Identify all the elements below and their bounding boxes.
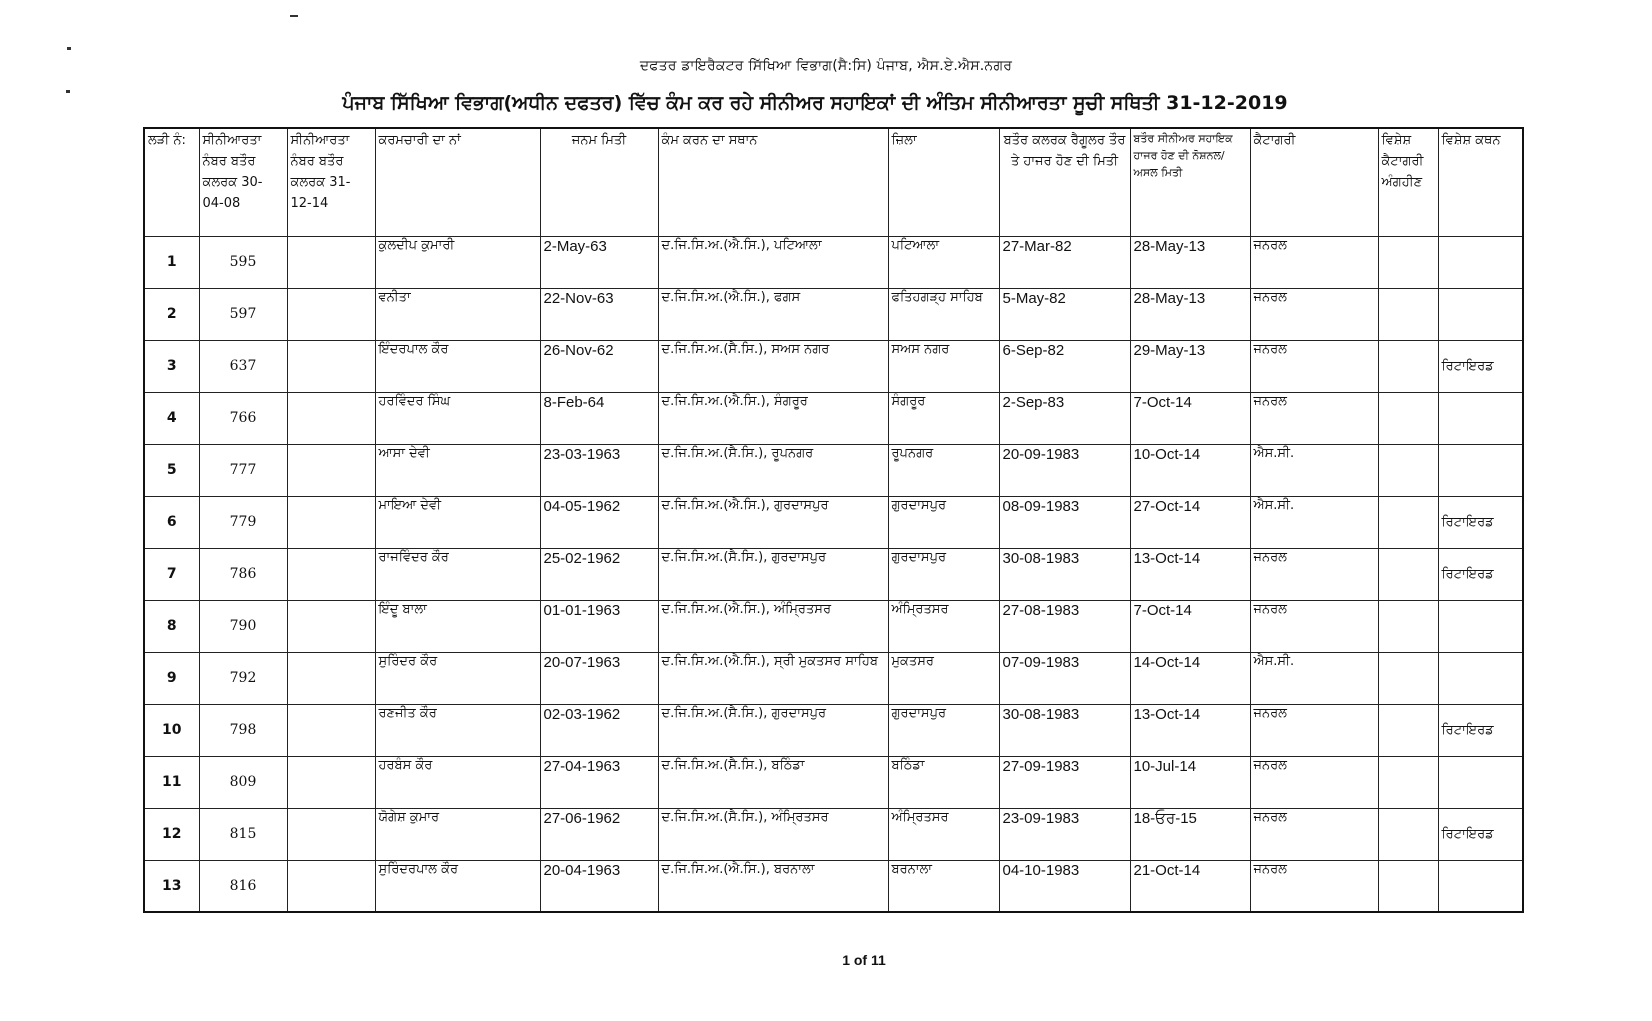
workplace-cell: ਦ.ਜਿ.ਸਿ.ਅ.(ਐ.ਸਿ.), ਸੰਗਰੂਰ: [658, 392, 888, 444]
category-cell: ਜਨਰਲ: [1250, 756, 1378, 808]
special-category-cell: [1378, 392, 1438, 444]
seniority-2014-cell: [287, 236, 375, 288]
special-category-cell: [1378, 288, 1438, 340]
category-cell: ਜਨਰਲ: [1250, 340, 1378, 392]
serial-number-cell: 11: [144, 756, 199, 808]
category-cell: ਜਨਰਲ: [1250, 704, 1378, 756]
category-cell: ਜਨਰਲ: [1250, 288, 1378, 340]
district-cell: ਫਤਿਹਗੜ੍ਹ ਸਾਹਿਬ: [888, 288, 999, 340]
employee-name-cell: ਆਸਾ ਦੇਵੀ: [375, 444, 540, 496]
category-cell: ਐਸ.ਸੀ.: [1250, 652, 1378, 704]
table-row: [144, 236, 1523, 288]
senior-assistant-joining-date-cell: 29-May-13: [1130, 340, 1250, 392]
district-cell: ਰੂਪਨਗਰ: [888, 444, 999, 496]
remarks-cell: ਰਿਟਾਇਰਡ: [1438, 704, 1523, 756]
seniority-2008-cell: 777: [199, 444, 287, 496]
remarks-cell: ਰਿਟਾਇਰਡ: [1438, 808, 1523, 860]
birth-date-cell: 26-Nov-62: [540, 340, 658, 392]
district-cell: ਮੁਕਤਸਰ: [888, 652, 999, 704]
senior-assistant-joining-date-cell: 27-Oct-14: [1130, 496, 1250, 548]
employee-name-cell: ਹਰਬੰਸ ਕੌਰ: [375, 756, 540, 808]
senior-assistant-joining-date-cell: 13-Oct-14: [1130, 548, 1250, 600]
workplace-cell: ਦ.ਜਿ.ਸਿ.ਅ.(ਐ.ਸਿ.), ਫਗਸ: [658, 288, 888, 340]
table-row: [144, 860, 1523, 912]
senior-assistant-joining-date-cell: 10-Oct-14: [1130, 444, 1250, 496]
clerk-joining-date-cell: 04-10-1983: [999, 860, 1130, 912]
birth-date-cell: 25-02-1962: [540, 548, 658, 600]
clerk-joining-date-cell: 27-08-1983: [999, 600, 1130, 652]
birth-date-cell: 2-May-63: [540, 236, 658, 288]
special-category-cell: [1378, 340, 1438, 392]
table-row: [144, 392, 1523, 444]
column-header: ਕੈਟਾਗਰੀ: [1250, 128, 1378, 236]
clerk-joining-date-cell: 23-09-1983: [999, 808, 1130, 860]
senior-assistant-joining-date-cell: 13-Oct-14: [1130, 704, 1250, 756]
office-heading: ਦਫਤਰ ਡਾਇਰੈਕਟਰ ਸਿੱਖਿਆ ਵਿਭਾਗ(ਸੈ:ਸਿ) ਪੰਜਾਬ, ਐਸ.ਏ.ਐਸ.ਨਗਰ: [639, 58, 1013, 74]
category-cell: ਜਨਰਲ: [1250, 392, 1378, 444]
district-cell: ਬਠਿੰਡਾ: [888, 756, 999, 808]
column-header: ਕੰਮ ਕਰਨ ਦਾ ਸਥਾਨ: [658, 128, 888, 236]
seniority-2014-cell: [287, 548, 375, 600]
special-category-cell: [1378, 808, 1438, 860]
seniority-2014-cell: [287, 392, 375, 444]
senior-assistant-joining-date-cell: 7-Oct-14: [1130, 600, 1250, 652]
remarks-cell: [1438, 288, 1523, 340]
serial-number-cell: 6: [144, 496, 199, 548]
employee-name-cell: ਸੁਰਿੰਦਰ ਕੌਰ: [375, 652, 540, 704]
table-row: [144, 600, 1523, 652]
district-cell: ਅੰਮ੍ਰਿਤਸਰ: [888, 600, 999, 652]
table-row: [144, 496, 1523, 548]
employee-name-cell: ਕੁਲਦੀਪ ਕੁਮਾਰੀ: [375, 236, 540, 288]
seniority-2014-cell: [287, 600, 375, 652]
clerk-joining-date-cell: 2-Sep-83: [999, 392, 1130, 444]
birth-date-cell: 22-Nov-63: [540, 288, 658, 340]
serial-number-cell: 10: [144, 704, 199, 756]
special-category-cell: [1378, 548, 1438, 600]
workplace-cell: ਦ.ਜਿ.ਸਿ.ਅ.(ਐ.ਸਿ.), ਅੰਮ੍ਰਿਤਸਰ: [658, 600, 888, 652]
seniority-2014-cell: [287, 756, 375, 808]
category-cell: ਐਸ.ਸੀ.: [1250, 496, 1378, 548]
document-title: ਪੰਜਾਬ ਸਿੱਖਿਆ ਵਿਭਾਗ(ਅਧੀਨ ਦਫਤਰ) ਵਿੱਚ ਕੰਮ ਕਰ ਰਹੇ ਸੀਨੀਅਰ ਸਹਾਇਕਾਂ ਦੀ ਅੰਤਿਮ ਸੀਨੀਆਰਤਾ ਸੂਚੀ ਸਥਿਤੀ 31-12-2019: [342, 92, 1288, 114]
workplace-cell: ਦ.ਜਿ.ਸਿ.ਅ.(ਸੈ.ਸਿ.), ਬਠਿੰਡਾ: [658, 756, 888, 808]
table-row: [144, 288, 1523, 340]
workplace-cell: ਦ.ਜਿ.ਸਿ.ਅ.(ਸੈ.ਸਿ.), ਰੂਪਨਗਰ: [658, 444, 888, 496]
district-cell: ਗੁਰਦਾਸਪੁਰ: [888, 496, 999, 548]
special-category-cell: [1378, 756, 1438, 808]
table-row: [144, 756, 1523, 808]
birth-date-cell: 20-07-1963: [540, 652, 658, 704]
special-category-cell: [1378, 860, 1438, 912]
employee-name-cell: ਇੰਦਰਪਾਲ ਕੌਰ: [375, 340, 540, 392]
seniority-2008-cell: 786: [199, 548, 287, 600]
district-cell: ਗੁਰਦਾਸਪੁਰ: [888, 704, 999, 756]
employee-name-cell: ਯੋਗੇਸ਼ ਕੁਮਾਰ: [375, 808, 540, 860]
column-header: ਕਰਮਚਾਰੀ ਦਾ ਨਾਂ: [375, 128, 540, 236]
remarks-cell: ਰਿਟਾਇਰਡ: [1438, 548, 1523, 600]
senior-assistant-joining-date-cell: 18-ਓਰ-15: [1130, 808, 1250, 860]
table-row: [144, 808, 1523, 860]
workplace-cell: ਦ.ਜਿ.ਸਿ.ਅ.(ਐ.ਸਿ.), ਸ੍ਰੀ ਮੁਕਤਸਰ ਸਾਹਿਬ: [658, 652, 888, 704]
seniority-2008-cell: 816: [199, 860, 287, 912]
seniority-2008-cell: 637: [199, 340, 287, 392]
birth-date-cell: 02-03-1962: [540, 704, 658, 756]
seniority-2008-cell: 792: [199, 652, 287, 704]
serial-number-cell: 9: [144, 652, 199, 704]
column-header: ਬਤੌਰ ਸੀਨੀਅਰ ਸਹਾਇਕ ਹਾਜਰ ਹੋਣ ਦੀ ਨੋਸ਼ਨਲ/ਅਸਲ ਮਿਤੀ: [1130, 128, 1250, 236]
district-cell: ਅੰਮ੍ਰਿਤਸਰ: [888, 808, 999, 860]
serial-number-cell: 12: [144, 808, 199, 860]
remarks-cell: [1438, 392, 1523, 444]
workplace-cell: ਦ.ਜਿ.ਸਿ.ਅ.(ਐ.ਸਿ.), ਬਰਨਾਲਾ: [658, 860, 888, 912]
district-cell: ਗੁਰਦਾਸਪੁਰ: [888, 548, 999, 600]
senior-assistant-joining-date-cell: 28-May-13: [1130, 288, 1250, 340]
employee-name-cell: ਸੁਰਿੰਦਰਪਾਲ ਕੌਰ: [375, 860, 540, 912]
page-number: 1 of 11: [842, 952, 886, 968]
employee-name-cell: ਰਾਜਵਿੰਦਰ ਕੌਰ: [375, 548, 540, 600]
special-category-cell: [1378, 704, 1438, 756]
special-category-cell: [1378, 496, 1438, 548]
seniority-2014-cell: [287, 288, 375, 340]
seniority-2008-cell: 779: [199, 496, 287, 548]
clerk-joining-date-cell: 20-09-1983: [999, 444, 1130, 496]
workplace-cell: ਦ.ਜਿ.ਸਿ.ਅ.(ਸੈ.ਸਿ.), ਗੁਰਦਾਸਪੁਰ: [658, 548, 888, 600]
employee-name-cell: ਹਰਵਿੰਦਰ ਸਿੰਘ: [375, 392, 540, 444]
clerk-joining-date-cell: 5-May-82: [999, 288, 1130, 340]
seniority-2014-cell: [287, 652, 375, 704]
table-header-row: [144, 128, 1523, 236]
column-header: ਜਨਮ ਮਿਤੀ: [540, 128, 658, 236]
seniority-2014-cell: [287, 444, 375, 496]
employee-name-cell: ਰਣਜੀਤ ਕੌਰ: [375, 704, 540, 756]
employee-name-cell: ਵਨੀਤਾ: [375, 288, 540, 340]
clerk-joining-date-cell: 30-08-1983: [999, 704, 1130, 756]
column-header: ਸੀਨੀਆਰਤਾ ਨੰਬਰ ਬਤੌਰ ਕਲਰਕ 30-04-08: [199, 128, 287, 236]
category-cell: ਐਸ.ਸੀ.: [1250, 444, 1378, 496]
seniority-2008-cell: 790: [199, 600, 287, 652]
column-header: ਵਿਸ਼ੇਸ਼ ਕਥਨ: [1438, 128, 1523, 236]
workplace-cell: ਦ.ਜਿ.ਸਿ.ਅ.(ਐ.ਸਿ.), ਗੁਰਦਾਸਪੁਰ: [658, 496, 888, 548]
workplace-cell: ਦ.ਜਿ.ਸਿ.ਅ.(ਐ.ਸਿ.), ਪਟਿਆਲਾ: [658, 236, 888, 288]
seniority-2014-cell: [287, 340, 375, 392]
district-cell: ਬਰਨਾਲਾ: [888, 860, 999, 912]
column-header: ਸੀਨੀਆਰਤਾ ਨੰਬਰ ਬਤੌਰ ਕਲਰਕ 31-12-14: [287, 128, 375, 236]
table-row: [144, 704, 1523, 756]
special-category-cell: [1378, 652, 1438, 704]
birth-date-cell: 23-03-1963: [540, 444, 658, 496]
seniority-2008-cell: 766: [199, 392, 287, 444]
workplace-cell: ਦ.ਜਿ.ਸਿ.ਅ.(ਸੈ.ਸਿ.), ਗੁਰਦਾਸਪੁਰ: [658, 704, 888, 756]
serial-number-cell: 3: [144, 340, 199, 392]
category-cell: ਜਨਰਲ: [1250, 860, 1378, 912]
seniority-table: [143, 127, 1524, 913]
serial-number-cell: 4: [144, 392, 199, 444]
clerk-joining-date-cell: 6-Sep-82: [999, 340, 1130, 392]
column-header: ਜ਼ਿਲਾ: [888, 128, 999, 236]
birth-date-cell: 8-Feb-64: [540, 392, 658, 444]
category-cell: ਜਨਰਲ: [1250, 548, 1378, 600]
scan-speck: [66, 90, 70, 93]
column-header: ਵਿਸ਼ੇਸ਼ ਕੈਟਾਗਰੀ ਅੰਗਹੀਣ: [1378, 128, 1438, 236]
district-cell: ਸਅਸ ਨਗਰ: [888, 340, 999, 392]
remarks-cell: [1438, 600, 1523, 652]
senior-assistant-joining-date-cell: 10-Jul-14: [1130, 756, 1250, 808]
district-cell: ਸੰਗਰੂਰ: [888, 392, 999, 444]
scan-speck: [67, 47, 71, 50]
special-category-cell: [1378, 236, 1438, 288]
remarks-cell: ਰਿਟਾਇਰਡ: [1438, 496, 1523, 548]
birth-date-cell: 20-04-1963: [540, 860, 658, 912]
serial-number-cell: 2: [144, 288, 199, 340]
category-cell: ਜਨਰਲ: [1250, 808, 1378, 860]
clerk-joining-date-cell: 08-09-1983: [999, 496, 1130, 548]
clerk-joining-date-cell: 27-09-1983: [999, 756, 1130, 808]
senior-assistant-joining-date-cell: 14-Oct-14: [1130, 652, 1250, 704]
seniority-2008-cell: 798: [199, 704, 287, 756]
seniority-2008-cell: 815: [199, 808, 287, 860]
birth-date-cell: 04-05-1962: [540, 496, 658, 548]
remarks-cell: [1438, 652, 1523, 704]
serial-number-cell: 8: [144, 600, 199, 652]
seniority-2008-cell: 597: [199, 288, 287, 340]
remarks-cell: [1438, 860, 1523, 912]
category-cell: ਜਨਰਲ: [1250, 236, 1378, 288]
column-header: ਲੜੀ ਨੰ:: [144, 128, 199, 236]
category-cell: ਜਨਰਲ: [1250, 600, 1378, 652]
employee-name-cell: ਮਾਇਆ ਦੇਵੀ: [375, 496, 540, 548]
seniority-2014-cell: [287, 704, 375, 756]
table-row: [144, 340, 1523, 392]
seniority-2008-cell: 809: [199, 756, 287, 808]
table-row: [144, 548, 1523, 600]
clerk-joining-date-cell: 30-08-1983: [999, 548, 1130, 600]
scan-speck: [290, 15, 298, 17]
district-cell: ਪਟਿਆਲਾ: [888, 236, 999, 288]
column-header: ਬਤੌਰ ਕਲਰਕ ਰੈਗੂਲਰ ਤੌਰ ਤੇ ਹਾਜਰ ਹੋਣ ਦੀ ਮਿਤੀ: [999, 128, 1130, 236]
senior-assistant-joining-date-cell: 28-May-13: [1130, 236, 1250, 288]
special-category-cell: [1378, 600, 1438, 652]
workplace-cell: ਦ.ਜਿ.ਸਿ.ਅ.(ਸੈ.ਸਿ.), ਸਅਸ ਨਗਰ: [658, 340, 888, 392]
clerk-joining-date-cell: 27-Mar-82: [999, 236, 1130, 288]
remarks-cell: [1438, 756, 1523, 808]
special-category-cell: [1378, 444, 1438, 496]
seniority-2008-cell: 595: [199, 236, 287, 288]
serial-number-cell: 1: [144, 236, 199, 288]
serial-number-cell: 13: [144, 860, 199, 912]
clerk-joining-date-cell: 07-09-1983: [999, 652, 1130, 704]
remarks-cell: [1438, 444, 1523, 496]
remarks-cell: ਰਿਟਾਇਰਡ: [1438, 340, 1523, 392]
senior-assistant-joining-date-cell: 21-Oct-14: [1130, 860, 1250, 912]
table-row: [144, 652, 1523, 704]
workplace-cell: ਦ.ਜਿ.ਸਿ.ਅ.(ਸੈ.ਸਿ.), ਅੰਮ੍ਰਿਤਸਰ: [658, 808, 888, 860]
serial-number-cell: 5: [144, 444, 199, 496]
birth-date-cell: 27-06-1962: [540, 808, 658, 860]
serial-number-cell: 7: [144, 548, 199, 600]
birth-date-cell: 27-04-1963: [540, 756, 658, 808]
employee-name-cell: ਇੰਦੂ ਬਾਲਾ: [375, 600, 540, 652]
senior-assistant-joining-date-cell: 7-Oct-14: [1130, 392, 1250, 444]
seniority-2014-cell: [287, 808, 375, 860]
seniority-2014-cell: [287, 496, 375, 548]
seniority-2014-cell: [287, 860, 375, 912]
remarks-cell: [1438, 236, 1523, 288]
birth-date-cell: 01-01-1963: [540, 600, 658, 652]
table-row: [144, 444, 1523, 496]
